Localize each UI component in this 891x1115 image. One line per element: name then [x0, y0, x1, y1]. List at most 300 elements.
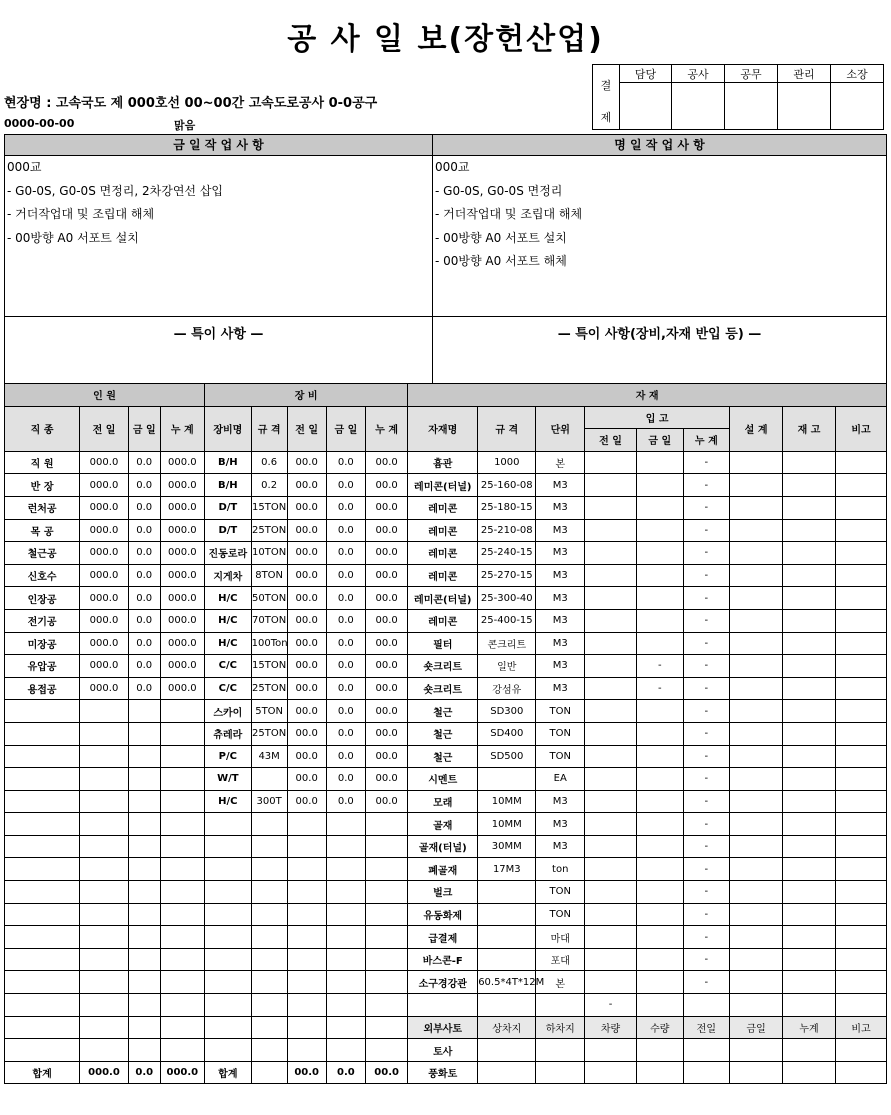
personnel-value: 000.0 [160, 632, 204, 655]
material-value [585, 451, 637, 474]
notes-right-section [432, 316, 887, 384]
empty-cell [783, 722, 836, 745]
empty-cell [287, 926, 326, 949]
signature-box[interactable] [831, 83, 884, 130]
personnel-value: 000.0 [160, 655, 204, 678]
equipment-value: 10TON [251, 542, 287, 565]
equipment-value: 00.0 [287, 564, 326, 587]
empty-cell [128, 1016, 160, 1039]
equipment-value: 00.0 [287, 519, 326, 542]
material-value: 25-270-15 [478, 564, 536, 587]
material-value [636, 451, 683, 474]
personnel-job: 반 장 [5, 474, 80, 497]
empty-cell [251, 926, 287, 949]
material-name: 바스콘-F [408, 948, 478, 971]
personnel-job: 철근공 [5, 542, 80, 565]
page-title: 공 사 일 보(장헌산업) [287, 22, 604, 57]
personnel-job: 인장공 [5, 587, 80, 610]
equipment-value: 00.0 [365, 451, 407, 474]
equipment-value: 0.0 [326, 768, 365, 791]
equipment-value: 100Ton [251, 632, 287, 655]
table-row [5, 474, 887, 497]
personnel-job: 목 공 [5, 519, 80, 542]
equipment-value: 00.0 [365, 474, 407, 497]
material-value [585, 496, 637, 519]
material-value: TON [536, 700, 585, 723]
empty-cell [730, 451, 783, 474]
equipment-name: H/C [205, 790, 252, 813]
empty-cell [80, 790, 129, 813]
material-value [585, 903, 637, 926]
equipment-value: 00.0 [365, 655, 407, 678]
equipment-name: C/C [205, 655, 252, 678]
empty-cell [160, 722, 204, 745]
empty-cell [251, 813, 287, 836]
empty-cell [835, 768, 886, 791]
material-value: M3 [536, 790, 585, 813]
equipment-value: 0.0 [326, 542, 365, 565]
equipment-value: 00.0 [287, 587, 326, 610]
equipment-value: 00.0 [365, 496, 407, 519]
personnel-value: 000.0 [160, 519, 204, 542]
empty-cell [80, 903, 129, 926]
material-value: ton [536, 858, 585, 881]
material-value: - [585, 994, 637, 1017]
equipment-column-header: 장비명 [205, 406, 252, 451]
empty-cell [326, 835, 365, 858]
material-value [585, 971, 637, 994]
empty-cell [5, 971, 80, 994]
material-column-header: 비고 [835, 406, 886, 451]
equipment-column-header: 금 일 [326, 406, 365, 451]
personnel-value: 000.0 [80, 564, 129, 587]
equipment-value: 5TON [251, 700, 287, 723]
material-value [636, 542, 683, 565]
equipment-value: 15TON [251, 655, 287, 678]
equipment-value: 0.6 [251, 451, 287, 474]
equipment-name: B/H [205, 474, 252, 497]
material-value [585, 813, 637, 836]
empty-cell [835, 1061, 886, 1084]
empty-cell [730, 519, 783, 542]
equipment-value: 50TON [251, 587, 287, 610]
material-value: 30MM [478, 835, 536, 858]
empty-cell [835, 542, 886, 565]
empty-cell [835, 564, 886, 587]
material-value [585, 858, 637, 881]
personnel-value: 000.0 [160, 609, 204, 632]
personnel-value: 000.0 [80, 451, 129, 474]
empty-cell [5, 881, 80, 904]
section-header-row [5, 384, 887, 407]
material-value: 60.5*4T*12M [478, 971, 536, 994]
personnel-value: 0.0 [128, 587, 160, 610]
material-name: 철근 [408, 722, 478, 745]
empty-cell [783, 768, 836, 791]
equipment-value: 00.0 [287, 677, 326, 700]
empty-cell [326, 903, 365, 926]
empty-cell [783, 903, 836, 926]
material-value [636, 496, 683, 519]
material-column-header: 설 계 [730, 406, 783, 451]
material-value: M3 [536, 835, 585, 858]
empty-cell [251, 994, 287, 1017]
empty-cell [783, 564, 836, 587]
material-value [636, 790, 683, 813]
material-value: M3 [536, 542, 585, 565]
material-value: EA [536, 768, 585, 791]
material-value: 25-400-15 [478, 609, 536, 632]
material-name: 레미콘 [408, 609, 478, 632]
equipment-value: 0.2 [251, 474, 287, 497]
empty-cell [835, 655, 886, 678]
empty-cell [205, 903, 252, 926]
material-value [636, 700, 683, 723]
empty-cell [160, 948, 204, 971]
material-value: - [636, 677, 683, 700]
equipment-value: 0.0 [326, 790, 365, 813]
equipment-value: 00.0 [365, 722, 407, 745]
personnel-value: 000.0 [160, 496, 204, 519]
equipment-value: 00.0 [287, 722, 326, 745]
empty-cell [5, 994, 80, 1017]
empty-cell [835, 926, 886, 949]
material-name: 철근 [408, 700, 478, 723]
empty-cell [128, 971, 160, 994]
signature-box[interactable] [778, 83, 831, 130]
report-date: 0000-00-00 [4, 117, 75, 130]
material-value [585, 677, 637, 700]
equipment-name: 지게차 [205, 564, 252, 587]
material-value: - [683, 496, 730, 519]
personnel-column-header: 누 계 [160, 406, 204, 451]
material-value [478, 881, 536, 904]
empty-cell [160, 1016, 204, 1039]
material-value: M3 [536, 587, 585, 610]
empty-cell [783, 496, 836, 519]
material-value: - [683, 813, 730, 836]
empty-cell [5, 1016, 80, 1039]
material-value: M3 [536, 564, 585, 587]
equipment-value: 300T [251, 790, 287, 813]
approval-label-bottom: 제 [593, 106, 620, 130]
material-name: 숏크리트 [408, 655, 478, 678]
table-row [5, 519, 887, 542]
material-value [636, 926, 683, 949]
personnel-value: 000.0 [160, 564, 204, 587]
empty-cell [478, 1061, 536, 1084]
empty-cell [783, 542, 836, 565]
material-value: - [683, 587, 730, 610]
personnel-job: 전기공 [5, 609, 80, 632]
equipment-value: 0.0 [326, 609, 365, 632]
material-value: - [683, 768, 730, 791]
material-name: 급결제 [408, 926, 478, 949]
empty-cell [251, 948, 287, 971]
material-name: 골재(터널) [408, 835, 478, 858]
material-value [636, 519, 683, 542]
equipment-value: 00.0 [365, 700, 407, 723]
empty-cell [365, 858, 407, 881]
personnel-value: 0.0 [128, 496, 160, 519]
empty-cell [683, 1061, 730, 1084]
material-name: 숏크리트 [408, 677, 478, 700]
material-value: 25-210-08 [478, 519, 536, 542]
tomorrow-work-line: - G0-0S, G0-0S 면정리 [435, 183, 563, 198]
empty-cell [251, 971, 287, 994]
material-value: TON [536, 745, 585, 768]
empty-cell [80, 994, 129, 1017]
empty-cell [160, 835, 204, 858]
empty-cell [287, 994, 326, 1017]
empty-cell [835, 835, 886, 858]
equipment-value: 00.0 [287, 745, 326, 768]
equipment-value: 00.0 [287, 542, 326, 565]
equipment-value: 25TON [251, 722, 287, 745]
empty-cell [205, 858, 252, 881]
empty-cell [536, 1061, 585, 1084]
empty-cell [80, 813, 129, 836]
empty-cell [205, 1016, 252, 1039]
personnel-job: 용접공 [5, 677, 80, 700]
personnel-value: 0.0 [128, 451, 160, 474]
notes-left-section [4, 316, 433, 384]
material-value: - [683, 722, 730, 745]
equipment-column-header: 전 일 [287, 406, 326, 451]
empty-cell [585, 1061, 637, 1084]
material-name: 레미콘 [408, 542, 478, 565]
material-value [636, 835, 683, 858]
material-value [585, 474, 637, 497]
material-value: - [683, 632, 730, 655]
material-value [585, 519, 637, 542]
equipment-value: 00.0 [287, 496, 326, 519]
empty-cell [783, 948, 836, 971]
empty-cell [730, 813, 783, 836]
equipment-value: 00.0 [287, 474, 326, 497]
transport-soil-type: 토사 [408, 1039, 478, 1062]
empty-cell [160, 971, 204, 994]
material-value [585, 835, 637, 858]
signature-box[interactable] [620, 83, 672, 130]
empty-cell [835, 1039, 886, 1062]
material-value [478, 994, 536, 1017]
equipment-name: P/C [205, 745, 252, 768]
empty-cell [160, 994, 204, 1017]
material-value [636, 474, 683, 497]
empty-cell [730, 542, 783, 565]
empty-cell [835, 903, 886, 926]
personnel-column-header: 직 종 [5, 406, 80, 451]
equipment-value: 8TON [251, 564, 287, 587]
equipment-value: 43M [251, 745, 287, 768]
empty-cell [128, 858, 160, 881]
empty-cell [835, 722, 886, 745]
empty-cell [326, 948, 365, 971]
empty-cell [128, 903, 160, 926]
personnel-total-value: 000.0 [160, 1061, 204, 1084]
empty-cell [365, 903, 407, 926]
empty-cell [160, 881, 204, 904]
empty-cell [730, 835, 783, 858]
material-value [636, 971, 683, 994]
equipment-value: 0.0 [326, 474, 365, 497]
table-row [5, 768, 887, 791]
transport-column-header: 비고 [835, 1016, 886, 1039]
material-value: 마대 [536, 926, 585, 949]
equipment-total-value [251, 1061, 287, 1084]
material-value [636, 903, 683, 926]
empty-cell [326, 858, 365, 881]
today-work-line: - 00방향 A0 서포트 설치 [7, 230, 139, 245]
empty-cell [365, 971, 407, 994]
material-value [478, 903, 536, 926]
equipment-name: H/C [205, 587, 252, 610]
empty-cell [251, 881, 287, 904]
material-value: 17M3 [478, 858, 536, 881]
empty-cell [128, 948, 160, 971]
material-value: 1000 [478, 451, 536, 474]
empty-cell [5, 700, 80, 723]
empty-cell [585, 1039, 637, 1062]
empty-cell [160, 790, 204, 813]
empty-cell [326, 813, 365, 836]
material-value [585, 632, 637, 655]
empty-cell [783, 700, 836, 723]
empty-cell [160, 700, 204, 723]
empty-cell [730, 971, 783, 994]
material-value: - [636, 655, 683, 678]
material-name: 필터 [408, 632, 478, 655]
material-value [478, 948, 536, 971]
empty-cell [251, 835, 287, 858]
material-value: 포대 [536, 948, 585, 971]
empty-cell [835, 858, 886, 881]
empty-cell [160, 858, 204, 881]
equipment-value: 25TON [251, 519, 287, 542]
empty-cell [5, 835, 80, 858]
empty-cell [730, 609, 783, 632]
empty-cell [730, 745, 783, 768]
personnel-job: 런처공 [5, 496, 80, 519]
equipment-value: 00.0 [287, 655, 326, 678]
equipment-value: 0.0 [326, 632, 365, 655]
table-row [5, 655, 887, 678]
empty-cell [287, 813, 326, 836]
material-value [585, 948, 637, 971]
empty-cell [80, 926, 129, 949]
material-value: TON [536, 903, 585, 926]
today-work-line: - G0-0S, G0-0S 면정리, 2차강연선 삽입 [7, 183, 224, 198]
equipment-total-value: 00.0 [365, 1061, 407, 1084]
column-header-row [5, 406, 887, 429]
equipment-value [251, 768, 287, 791]
material-value [636, 994, 683, 1017]
empty-cell [128, 700, 160, 723]
material-value: - [683, 971, 730, 994]
material-value [585, 790, 637, 813]
empty-cell [835, 948, 886, 971]
empty-cell [835, 745, 886, 768]
tomorrow-work-line: - 거더작업대 및 조립대 해체 [435, 207, 583, 221]
equipment-name: H/C [205, 609, 252, 632]
tomorrow-work-line: 000교 [435, 160, 470, 174]
empty-cell [783, 655, 836, 678]
material-name: 철근 [408, 745, 478, 768]
material-value [636, 881, 683, 904]
material-name: 레미콘 [408, 496, 478, 519]
personnel-value: 000.0 [80, 609, 129, 632]
material-value: 10MM [478, 813, 536, 836]
empty-cell [80, 1016, 129, 1039]
material-name: 유동화제 [408, 903, 478, 926]
material-value: 일반 [478, 655, 536, 678]
material-value: - [683, 677, 730, 700]
material-value: - [683, 451, 730, 474]
material-value: - [683, 858, 730, 881]
empty-cell [80, 835, 129, 858]
empty-cell [205, 948, 252, 971]
table-row [5, 948, 887, 971]
equipment-value: 00.0 [365, 632, 407, 655]
transport-column-header: 전일 [683, 1016, 730, 1039]
material-value: 25-300-40 [478, 587, 536, 610]
tomorrow-work-list [433, 156, 886, 274]
empty-cell [783, 609, 836, 632]
material-value [585, 881, 637, 904]
material-value: - [683, 926, 730, 949]
table-row [5, 677, 887, 700]
personnel-value: 0.0 [128, 655, 160, 678]
material-column-header: 단위 [536, 406, 585, 451]
today-work-list [5, 156, 432, 250]
empty-cell [835, 790, 886, 813]
empty-cell [5, 745, 80, 768]
table-row [5, 881, 887, 904]
empty-cell [128, 813, 160, 836]
equipment-value: 00.0 [365, 790, 407, 813]
material-value [585, 609, 637, 632]
table-row [5, 496, 887, 519]
material-value [636, 722, 683, 745]
empty-cell [80, 745, 129, 768]
equipment-name: B/H [205, 451, 252, 474]
empty-cell [783, 1061, 836, 1084]
table-row [5, 1039, 887, 1062]
equipment-name: D/T [205, 519, 252, 542]
material-value: M3 [536, 474, 585, 497]
material-name: 시멘트 [408, 768, 478, 791]
empty-cell [730, 587, 783, 610]
material-column-header: 전 일 [585, 429, 637, 452]
material-column-header: 누 계 [683, 429, 730, 452]
material-name: 레미콘 [408, 519, 478, 542]
signature-box[interactable] [672, 83, 725, 130]
empty-cell [783, 994, 836, 1017]
material-value: M3 [536, 609, 585, 632]
signature-box[interactable] [725, 83, 778, 130]
empty-cell [783, 1039, 836, 1062]
empty-cell [730, 858, 783, 881]
empty-cell [326, 1039, 365, 1062]
material-column-header: 재 고 [783, 406, 836, 451]
table-row [5, 858, 887, 881]
today-work-line: 000교 [7, 160, 42, 174]
equipment-name: 진동로라 [205, 542, 252, 565]
empty-cell [783, 813, 836, 836]
material-value: M3 [536, 655, 585, 678]
equipment-value: 00.0 [365, 768, 407, 791]
